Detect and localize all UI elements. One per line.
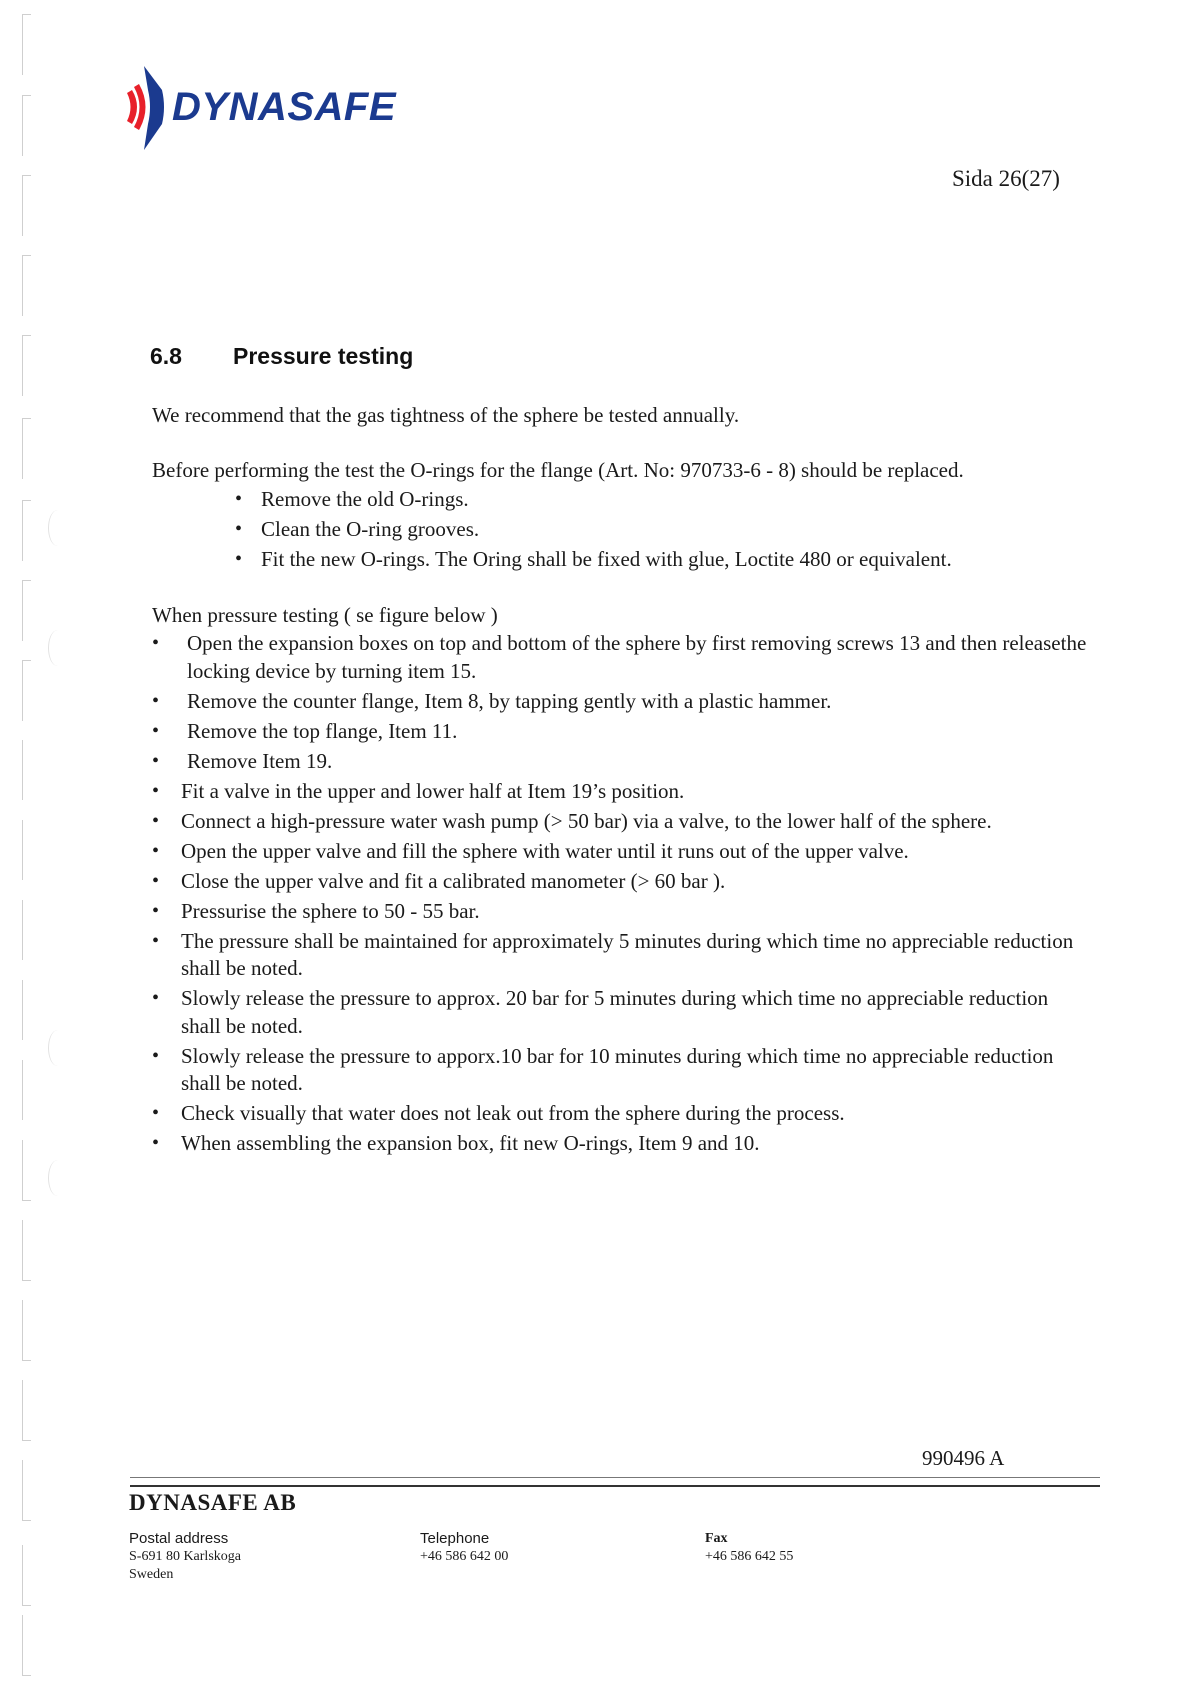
postal-line: Sweden [129, 1567, 174, 1582]
binder-mark [22, 1220, 31, 1281]
logo-text: DYNASAFE [172, 84, 397, 129]
telephone-value: +46 586 642 00 [420, 1549, 509, 1564]
list-item: • Fit a valve in the upper and lower half at Item 19’s position. [152, 778, 1092, 806]
binder-mark [22, 660, 31, 721]
list-item: • Connect a high-pressure water wash pump (> 50 bar) via a valve, to the lower half of the sphere. [152, 808, 1092, 836]
list-item: • Open the upper valve and fill the sphere with water until it runs out of the upper valve. [152, 838, 1092, 866]
footer-fax [705, 1530, 793, 1566]
section-number: 6.8 [150, 343, 182, 369]
footer-divider [130, 1477, 1100, 1478]
punch-hole [48, 510, 67, 546]
section-title: Pressure testing [233, 343, 414, 369]
footer-divider [130, 1485, 1100, 1487]
procedure-steps-list [152, 630, 1092, 1160]
list-item: • Fit the new O-rings. The Oring shall be fixed with glue, Loctite 480 or equivalent. [228, 544, 952, 574]
binder-mark [22, 1460, 31, 1521]
binder-mark [22, 980, 31, 1040]
binder-mark [22, 500, 31, 561]
list-item: • Remove the old O-rings. [228, 484, 952, 514]
punch-hole [48, 1160, 67, 1196]
dynasafe-logo-icon [122, 62, 170, 152]
page-number: Sida 26(27) [952, 166, 1060, 191]
fax-value: +46 586 642 55 [705, 1549, 794, 1564]
company-logo [122, 62, 396, 152]
list-item: • Pressurise the sphere to 50 - 55 bar. [152, 898, 1092, 926]
list-item: • Check visually that water does not leak out from the sphere during the process. [152, 1100, 1092, 1128]
list-item: • When assembling the expansion box, fit new O-rings, Item 9 and 10. [152, 1130, 1092, 1158]
footer-postal [129, 1530, 241, 1584]
telephone-label: Telephone [420, 1530, 490, 1547]
fax-label: Fax [705, 1531, 728, 1546]
list-item: • Remove the top flange, Item 11. [152, 718, 1092, 746]
intro-paragraph: We recommend that the gas tightness of the sphere be tested annually. [152, 403, 740, 427]
binder-mark [22, 1060, 31, 1120]
list-item: • The pressure shall be maintained for approximately 5 minutes during which time no appreciable reduction shall be noted. [152, 928, 1092, 983]
binder-mark [22, 1545, 31, 1606]
list-item: • Slowly release the pressure to apporx.10 bar for 10 minutes during which time no appreciable reduction shall be noted. [152, 1043, 1092, 1098]
list-item: • Clean the O-ring grooves. [228, 514, 952, 544]
binder-mark [22, 175, 31, 236]
postal-line: S-691 80 Karlskoga [129, 1549, 241, 1564]
list-item: • Remove the counter flange, Item 8, by tapping gently with a plastic hammer. [152, 688, 1092, 716]
postal-label: Postal address [129, 1530, 229, 1547]
punch-hole [48, 630, 67, 666]
punch-hole [48, 1030, 67, 1066]
binder-mark [22, 95, 31, 156]
binder-margin [18, 0, 68, 1682]
binder-mark [22, 14, 31, 75]
footer-telephone [420, 1530, 508, 1566]
binder-mark [22, 1140, 31, 1201]
footer-company-name: DYNASAFE AB [129, 1490, 297, 1515]
binder-mark [22, 1615, 31, 1676]
binder-mark [22, 820, 31, 880]
when-paragraph: When pressure testing ( se figure below ) [152, 603, 498, 627]
binder-mark [22, 418, 31, 479]
binder-mark [22, 255, 31, 316]
binder-mark [22, 580, 31, 641]
binder-mark [22, 1380, 31, 1441]
oring-steps-list [228, 484, 952, 574]
binder-mark [22, 900, 31, 960]
list-item: • Open the expansion boxes on top and bottom of the sphere by first removing screws 13 and then releasethe locking device by turning item 15. [152, 630, 1092, 685]
document-number: 990496 A [922, 1446, 1005, 1470]
section-heading [150, 343, 413, 370]
binder-mark [22, 1300, 31, 1361]
list-item: • Remove Item 19. [152, 748, 1092, 776]
list-item: • Close the upper valve and fit a calibrated manometer (> 60 bar ). [152, 868, 1092, 896]
list-item: • Slowly release the pressure to approx. 20 bar for 5 minutes during which time no appreciable reduction shall be noted. [152, 985, 1092, 1040]
binder-mark [22, 335, 31, 396]
before-paragraph: Before performing the test the O-rings for the flange (Art. No: 970733-6 - 8) should be replaced. [152, 458, 964, 482]
binder-mark [22, 740, 31, 800]
